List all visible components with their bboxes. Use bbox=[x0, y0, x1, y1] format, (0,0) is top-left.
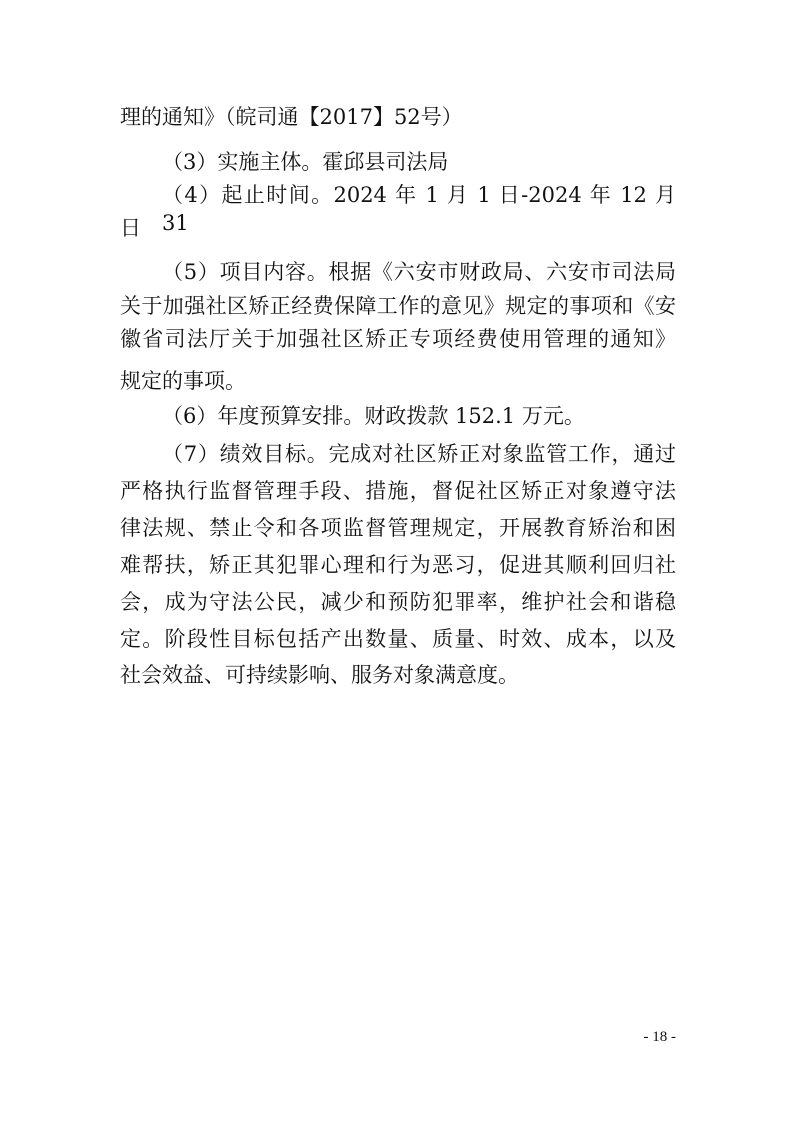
text-line-2: （3）实施主体。霍邱县司法局 bbox=[162, 150, 449, 174]
text-line-5: （5）项目内容。根据《六安市财政局、六安市司法局 bbox=[162, 260, 676, 284]
text-line-3: （4）起止时间。2024 年 1 月 1 日-2024 年 12 月 31 bbox=[162, 183, 676, 235]
text-line-13: 难帮扶，矫正其犯罪心理和行为恶习，促进其顺利回归社 bbox=[120, 553, 676, 577]
text-line-8: 规定的事项。 bbox=[120, 369, 246, 393]
text-line-15: 定。阶段性目标包括产出数量、质量、时效、成本，以及 bbox=[120, 627, 676, 651]
text-line-11: 严格执行监督管理手段、措施，督促社区矫正对象遵守法 bbox=[120, 479, 676, 503]
text-line-6: 关于加强社区矫正经费保障工作的意见》规定的事项和《安 bbox=[120, 294, 676, 318]
text-line-1: 理的通知》（皖司通【2017】52号） bbox=[120, 105, 463, 129]
text-line-14: 会，成为守法公民，减少和预防犯罪率，维护社会和谐稳 bbox=[120, 590, 676, 614]
text-line-9: （6）年度预算安排。财政拨款 152.1 万元。 bbox=[162, 404, 585, 428]
text-line-10: （7）绩效目标。完成对社区矫正对象监管工作，通过 bbox=[162, 442, 676, 466]
page-number: - 18 - bbox=[643, 1029, 676, 1045]
text-line-7: 徽省司法厅关于加强社区矫正专项经费使用管理的通知》 bbox=[120, 327, 676, 351]
text-line-12: 律法规、禁止令和各项监督管理规定，开展教育矫治和困 bbox=[120, 516, 676, 540]
text-line-4: 日 bbox=[120, 216, 141, 240]
text-line-16: 社会效益、可持续影响、服务对象满意度。 bbox=[120, 663, 519, 687]
